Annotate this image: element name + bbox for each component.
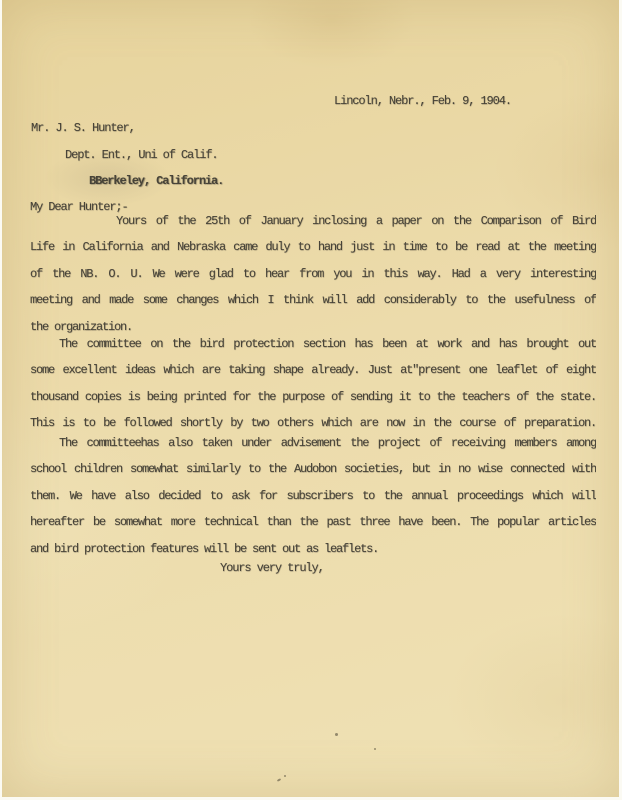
- body-line: and bird protection features will be sent out as leaflets.: [30, 541, 379, 556]
- recipient-city: BBerkeley, California.: [89, 174, 224, 188]
- body-line: of the NB. O. U. We were glad to hear from you in this way. Had a very interesting: [30, 266, 596, 281]
- body-line: meeting and made some changes which I think will add considerably to the usefulness of: [30, 293, 596, 308]
- body-line: The committeehas also taken under advisement the project of receiving members among: [59, 436, 596, 450]
- paper: [2, 0, 619, 797]
- date-line: Lincoln, Nebr., Feb. 9, 1904.: [334, 94, 511, 108]
- salutation: My Dear Hunter;-: [30, 200, 128, 214]
- body-line: the organization.: [30, 319, 133, 334]
- paper-speck: [374, 748, 376, 750]
- closing: Yours very truly,: [220, 561, 324, 575]
- body-line: some excellent ideas which are taking shape already. Just at"present one leaflet of eight: [30, 363, 596, 378]
- body-line: thousand copies is being printed for the purpose of sending it to the teachers of the state.: [30, 389, 596, 404]
- body-line: hereafter be somewhat more technical than the past three have been. The popular articles: [30, 515, 596, 530]
- paper-speck: [284, 775, 286, 777]
- paragraph-1: [30, 208, 596, 340]
- paper-speck: [335, 733, 338, 736]
- paper-speck: [277, 778, 281, 782]
- body-line: Yours of the 25th of January inclosing a paper on the Comparison of Bird: [116, 214, 596, 228]
- body-line: school children somewhat similarly to the Audobon societies, but in no wise connected with: [30, 462, 596, 477]
- paragraph-2: [30, 331, 596, 437]
- recipient-dept: Dept. Ent., Uni of Calif.: [65, 148, 218, 162]
- body-line: Life in California and Nebraska came duly to hand just in time to be read at the meeting: [30, 240, 596, 255]
- body-line: them. We have also decided to ask for subscribers to the annual proceedings which will: [30, 488, 596, 503]
- paragraph-3: [30, 430, 596, 562]
- body-line: This is to be followed shortly by two others which are now in the course of preparation.: [30, 416, 596, 431]
- recipient-name: Mr. J. S. Hunter,: [31, 121, 135, 135]
- body-line: The committee on the bird protection section has been at work and has brought out: [59, 337, 596, 351]
